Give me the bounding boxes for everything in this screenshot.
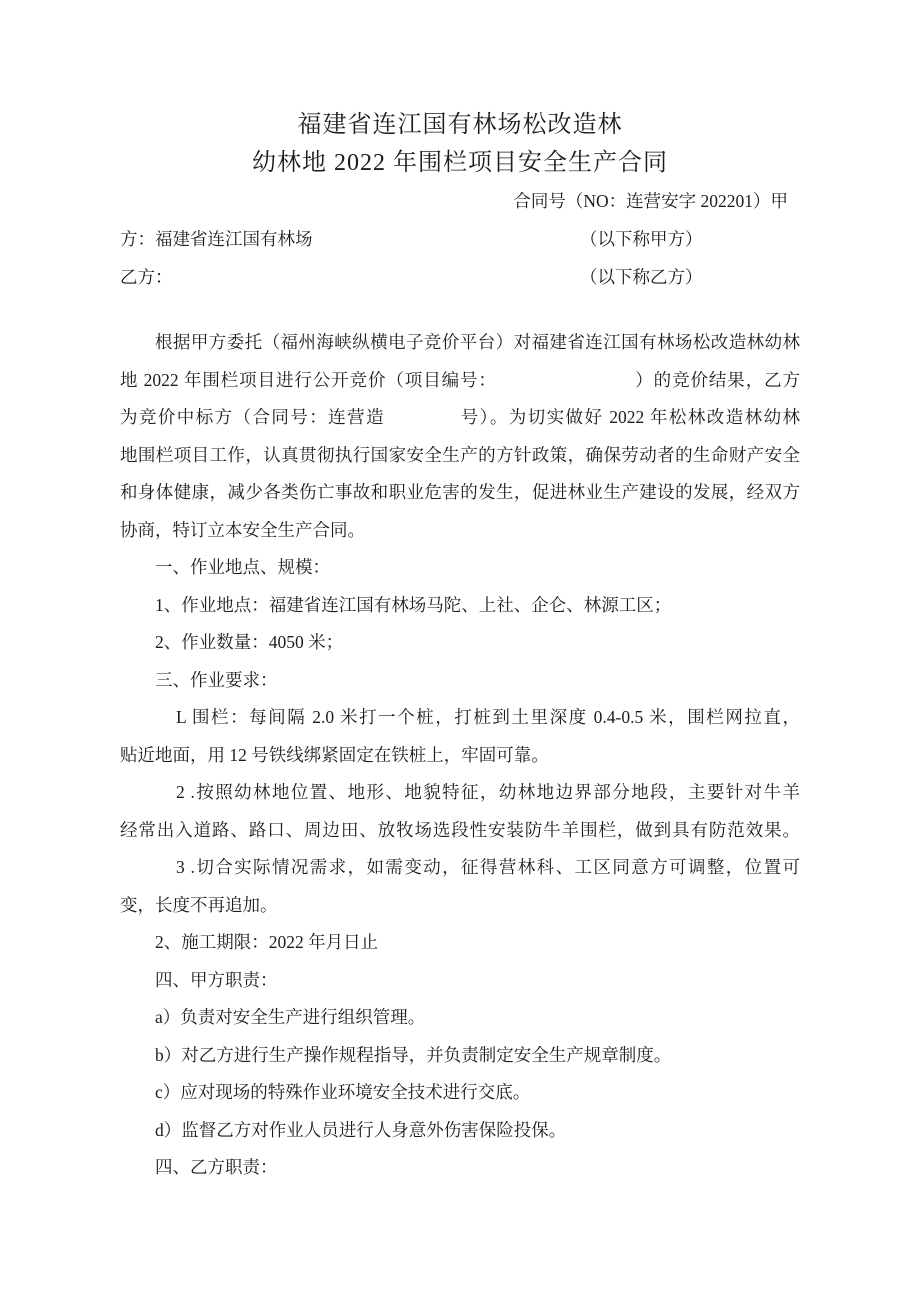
body-line: 地 2022 年围栏项目进行公开竞价（项目编号： ）的竞价结果，乙方	[120, 369, 800, 390]
blank-line	[120, 296, 800, 324]
body-line: 变，长度不再追加。	[120, 894, 278, 915]
body-line: 贴近地面，用 12 号铁线绑紧固定在铁桩上，牢固可靠。	[120, 744, 549, 765]
body-line: 和身体健康，减少各类伤亡事故和职业危害的发生，促进林业生产建设的发展，经双方	[120, 482, 800, 502]
party-a-line	[120, 220, 800, 258]
body-line: 根据甲方委托（福州海峡纵横电子竞价平台）对福建省连江国有林场松改造林幼林	[155, 332, 800, 352]
body-line: 1、作业地点：福建省连江国有林场马陀、上社、企仑、林源工区；	[155, 594, 672, 615]
document-body	[120, 324, 800, 1187]
body-line: c）应对现场的特殊作业环境安全技术进行交底。	[155, 1082, 531, 1102]
party-b-line	[120, 258, 800, 296]
body-line: 协商，特订立本安全生产合同。	[120, 519, 365, 540]
party-b-alias: （以下称乙方）	[580, 267, 703, 287]
body-line: 2、施工期限：2022 年月日止	[155, 932, 379, 952]
body-line: 地围栏项目工作，认真贯彻执行国家安全生产的方针政策，确保劳动者的生命财产安全	[120, 444, 800, 465]
party-a-name: 方：福建省连江国有林场	[120, 229, 313, 249]
party-b-name: 乙方：	[120, 267, 173, 287]
body-line: L 围栏：每间隔 2.0 米打一个桩，打桩到土里深度 0.4-0.5 米，围栏网拉直，	[176, 707, 800, 727]
contract-number-line: 合同号（NO：连营安字 202201）甲	[513, 191, 788, 211]
document-content	[120, 0, 800, 1187]
body-line: 四、甲方职责：	[155, 969, 278, 990]
body-line: 一、作业地点、规模：	[155, 557, 330, 577]
body-line: a）负责对安全生产进行组织管理。	[155, 1007, 426, 1027]
body-line: 经常出入道路、路口、周边田、放牧场选段性安装防牛羊围栏，做到具有防范效果。	[120, 819, 800, 840]
party-a-alias: （以下称甲方）	[580, 229, 703, 249]
body-line: 3 .切合实际情况需求，如需变动，征得营林科、工区同意方可调整，位置可	[176, 857, 800, 877]
body-line: 2、作业数量：4050 米；	[155, 632, 344, 652]
doc-title-line-2: 幼林地 2022 年围栏项目安全生产合同	[252, 150, 668, 176]
doc-title-line-1: 福建省连江国有林场松改造林	[297, 112, 623, 138]
body-line: 三、作业要求：	[155, 669, 278, 690]
body-line: 2 .按照幼林地位置、地形、地貌特征，幼林地边界部分地段，主要针对牛羊	[176, 782, 800, 802]
body-line: 为竞价中标方（合同号：连营造 号）。为切实做好 2022 年松林改造林幼林	[120, 407, 800, 427]
body-line: 四、乙方职责：	[155, 1157, 278, 1177]
body-line: d）监督乙方对作业人员进行人身意外伤害保险投保。	[155, 1119, 567, 1140]
body-line: b）对乙方进行生产操作规程指导，并负责制定安全生产规章制度。	[155, 1044, 672, 1065]
